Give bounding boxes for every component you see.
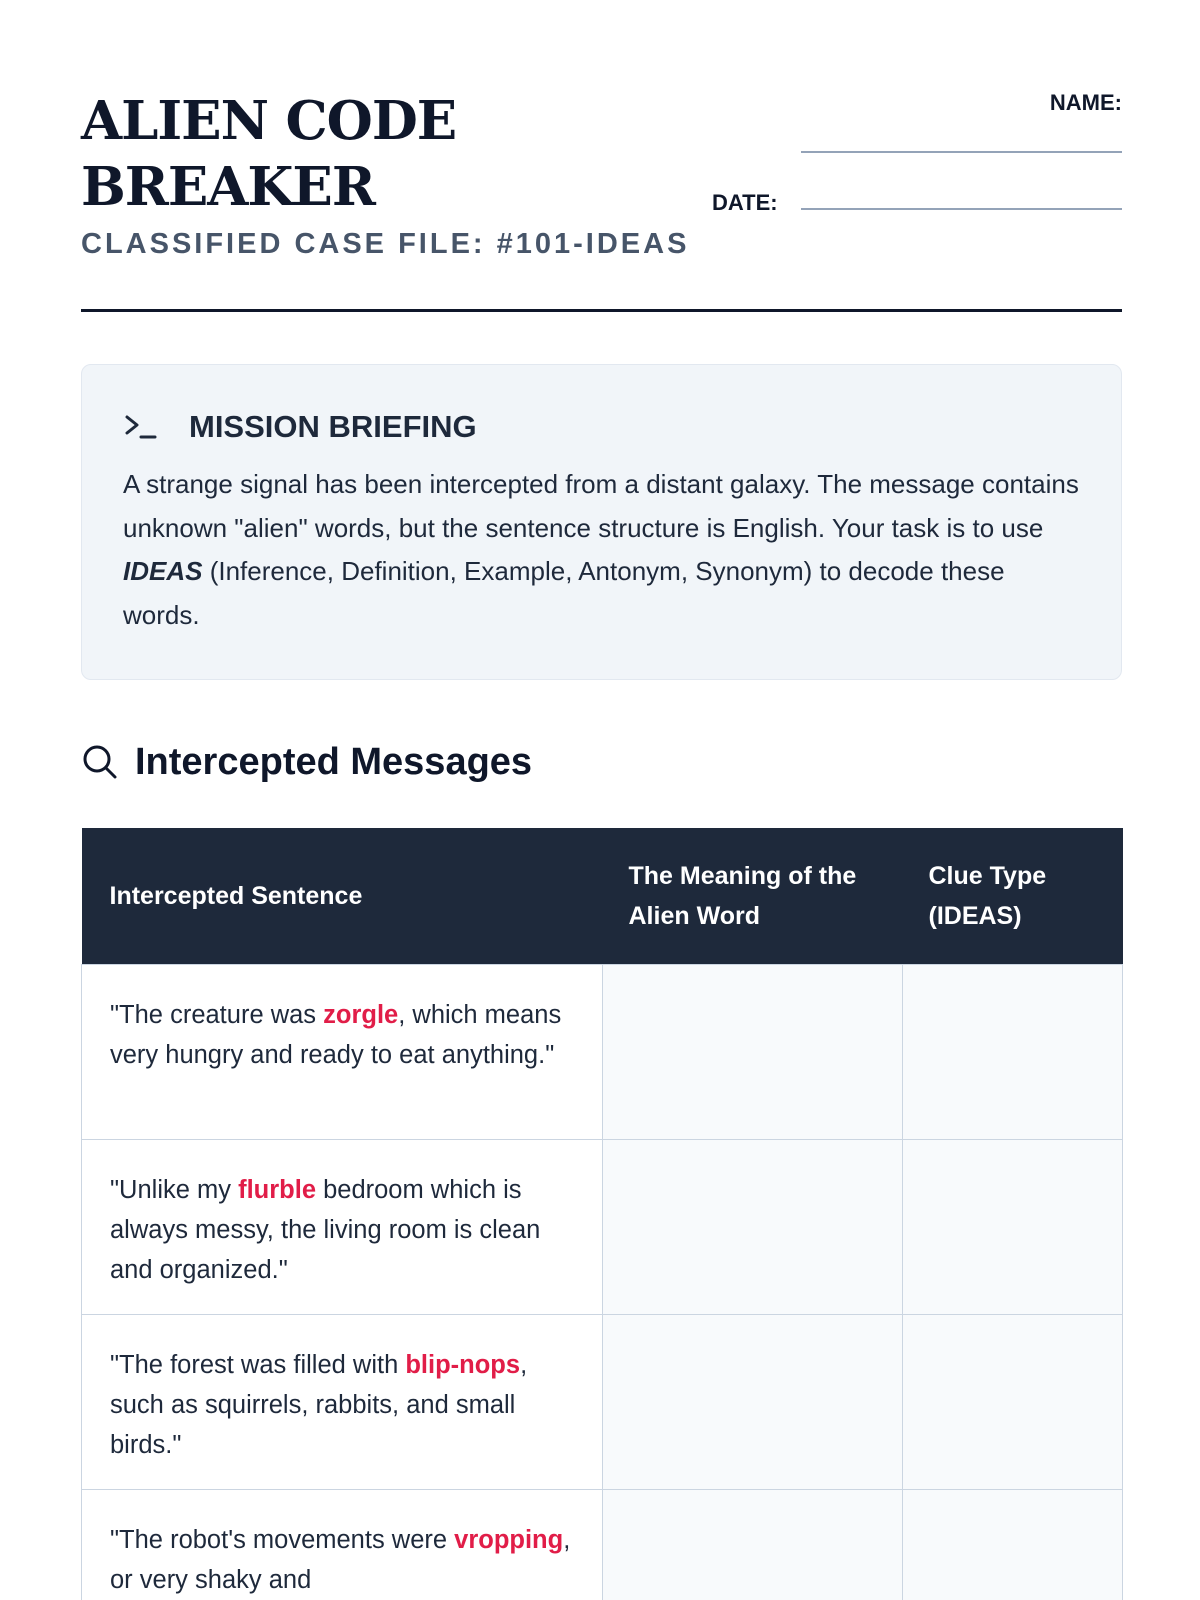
worksheet-title: [81, 88, 541, 220]
sentence-cell: [82, 1139, 603, 1314]
sentence-text: "The forest was filled with: [110, 1350, 406, 1379]
search-icon: [81, 743, 119, 781]
section-title: Intercepted Messages: [135, 740, 533, 783]
header-meaning: The Meaning of the Alien Word: [603, 828, 903, 964]
sentence-text: , which means very hungry and ready to eat anything.": [110, 1000, 562, 1069]
sentence-text: , such as squirrels, rabbits, and small birds.": [110, 1350, 528, 1459]
worksheet-header: [81, 0, 1122, 312]
sentence-cell: [82, 964, 603, 1139]
meaning-answer-cell[interactable]: [603, 1314, 903, 1489]
worksheet-page: [81, 0, 1122, 1594]
sentence-text: , or very shaky and: [110, 1525, 571, 1594]
intercepted-messages-heading: [81, 738, 532, 786]
header-clue-type: Clue Type (IDEAS): [903, 828, 1123, 964]
alien-word: vropping: [454, 1525, 564, 1554]
sentence-cell: [82, 1489, 603, 1600]
alien-word: flurble: [238, 1175, 316, 1204]
meaning-answer-cell[interactable]: [603, 1139, 903, 1314]
briefing-title: MISSION BRIEFING: [189, 409, 477, 444]
alien-word: blip-nops: [405, 1350, 521, 1379]
sentence-cell: [82, 1314, 603, 1489]
briefing-heading: [123, 409, 1080, 445]
table-header-row: [82, 828, 1123, 964]
briefing-emphasis: IDEAS: [123, 556, 203, 586]
terminal-prompt-icon: [123, 411, 163, 443]
meaning-answer-cell[interactable]: [603, 964, 903, 1139]
header-intercepted-sentence: Intercepted Sentence: [82, 828, 603, 964]
clue-type-answer-cell[interactable]: [903, 1314, 1123, 1489]
briefing-text-end: (Inference, Definition, Example, Antonym, Synonym) to decode these words.: [123, 556, 1005, 630]
table-row: [82, 1314, 1123, 1489]
name-label: NAME:: [1049, 90, 1122, 115]
table-row: [82, 964, 1123, 1139]
clue-type-answer-cell[interactable]: [903, 1139, 1123, 1314]
messages-table: [81, 828, 1123, 1600]
sentence-text: "The creature was: [110, 1000, 324, 1029]
title-line-1: ALIEN CODE: [81, 90, 457, 152]
mission-briefing-box: [81, 364, 1122, 680]
briefing-text: [123, 463, 1083, 637]
date-label: DATE:: [712, 190, 778, 215]
case-file-subtitle: CLASSIFIED CASE FILE: #101-IDEAS: [81, 228, 690, 260]
clue-type-answer-cell[interactable]: [903, 964, 1123, 1139]
title-line-2: BREAKER: [81, 156, 375, 218]
alien-word: zorgle: [323, 1000, 399, 1029]
name-field-line[interactable]: [801, 151, 1122, 153]
briefing-text-start: A strange signal has been intercepted from a distant galaxy. The message contains unknown "alien" words, but the sentence structure is English. Your task is to use: [123, 469, 1079, 543]
meaning-answer-cell[interactable]: [603, 1489, 903, 1600]
clue-type-answer-cell[interactable]: [903, 1489, 1123, 1600]
table-row: [82, 1489, 1123, 1600]
sentence-text: bedroom which is always messy, the living room is clean and organized.": [110, 1175, 541, 1284]
date-field-line[interactable]: [801, 208, 1122, 210]
sentence-text: "The robot's movements were: [110, 1525, 455, 1554]
table-row: [82, 1139, 1123, 1314]
sentence-text: "Unlike my: [110, 1175, 239, 1204]
